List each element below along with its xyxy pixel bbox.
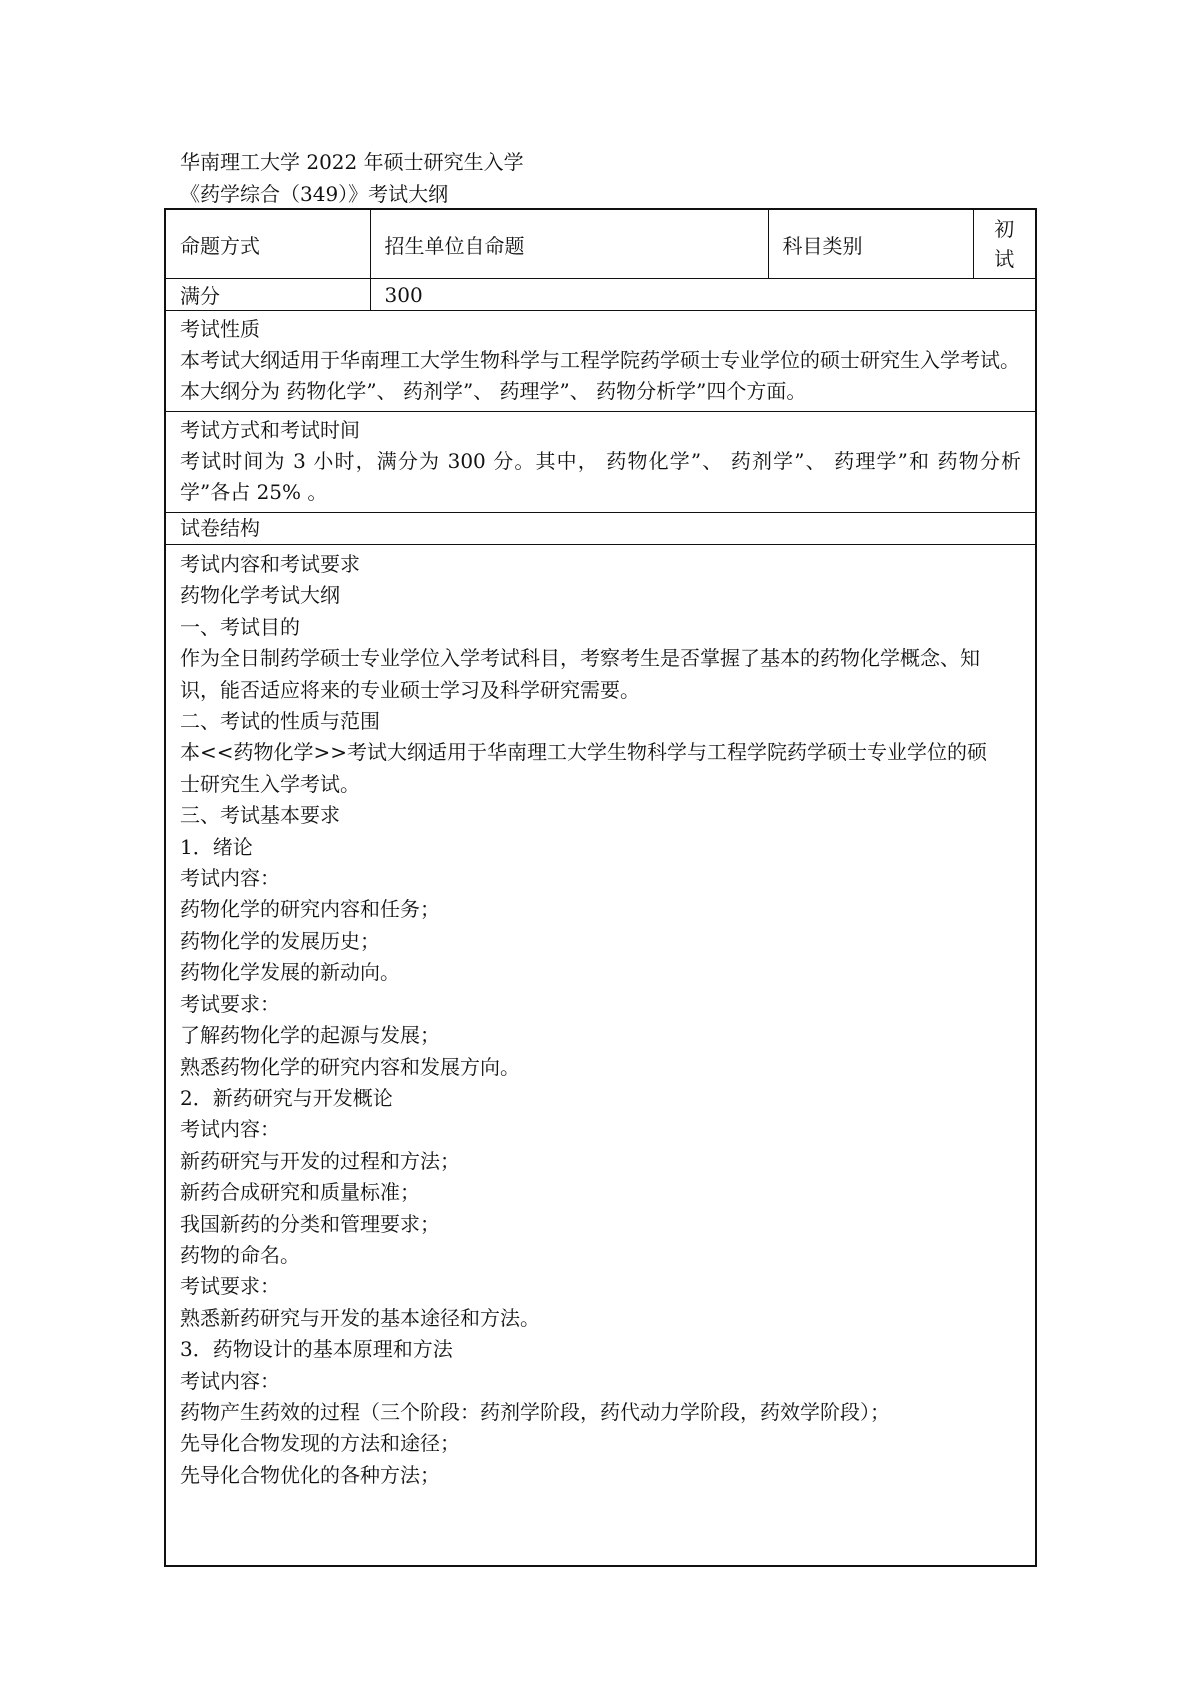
- exam-nature-row: [165, 311, 1036, 412]
- method-label-cell: 命题方式: [165, 209, 370, 279]
- content-line: 三、考试基本要求: [180, 803, 340, 828]
- content-line: 我国新药的分类和管理要求；: [180, 1211, 440, 1236]
- content-line: 考试内容和考试要求: [180, 552, 360, 576]
- content-line: 药物的命名。: [180, 1242, 300, 1267]
- content-line: 药物化学的研究内容和任务；: [180, 897, 440, 922]
- content-line: 药物化学发展的新动向。: [180, 960, 400, 985]
- content-line: 新药研究与开发的过程和方法；: [180, 1148, 460, 1173]
- exam-nature-title: 考试性质: [180, 317, 260, 341]
- page-title-line-2: 《药学综合（349）》考试大纲: [180, 182, 449, 206]
- content-line: 考试要求：: [180, 991, 280, 1016]
- exam-nature-paragraph-2: 本大纲分为 药物化学”、 药剂学”、 药理学”、 药物分析学”四个方面。: [180, 379, 807, 403]
- page-title-line-1: 华南理工大学 2022 年硕士研究生入学: [180, 150, 524, 174]
- content-line: 先导化合物优化的各种方法；: [180, 1462, 440, 1487]
- content-line: 先导化合物发现的方法和途径；: [180, 1431, 460, 1456]
- syllabus-table: [164, 208, 1037, 1567]
- content-line: 熟悉药物化学的研究内容和发展方向。: [180, 1054, 520, 1079]
- exam-content-row: [165, 545, 1036, 1567]
- content-line: 一、考试目的: [180, 614, 300, 639]
- category-value-char-1: 初: [994, 217, 1015, 241]
- page-heading: [180, 146, 524, 210]
- category-value-cell: [973, 209, 1036, 279]
- content-line: 药物化学考试大纲: [180, 583, 340, 608]
- full-score-row: [165, 279, 1036, 311]
- content-line: 2．新药研究与开发概论: [180, 1085, 393, 1110]
- content-line: 考试内容：: [180, 1368, 280, 1393]
- content-line: 1．绪论: [180, 834, 253, 859]
- content-line: 作为全日制药学硕士专业学位入学考试科目，考察考生是否掌握了基本的药物化学概念、知: [180, 646, 980, 671]
- exam-method-time-cell: [165, 412, 1036, 513]
- content-line: 药物化学的发展历史；: [180, 928, 380, 953]
- content-line: 二、考试的性质与范围: [180, 709, 380, 734]
- category-label-cell: 科目类别: [768, 209, 973, 279]
- score-value-cell: 300: [370, 279, 1036, 311]
- content-line: 识，能否适应将来的专业硕士学习及科学研究需要。: [180, 677, 640, 702]
- content-line: 了解药物化学的起源与发展；: [180, 1023, 440, 1048]
- exam-method-time-title: 考试方式和考试时间: [180, 418, 360, 442]
- exam-content-cell: [165, 545, 1036, 1567]
- exam-method-row: [165, 209, 1036, 279]
- exam-method-time-row: [165, 412, 1036, 513]
- content-line: 士研究生入学考试。: [180, 771, 360, 796]
- exam-nature-paragraph-1: 本考试大纲适用于华南理工大学生物科学与工程学院药学硕士专业学位的硕士研究生入学考试。: [180, 348, 1020, 372]
- score-label-cell: 满分: [165, 279, 370, 311]
- method-value-cell: 招生单位自命题: [370, 209, 768, 279]
- content-line: 新药合成研究和质量标准；: [180, 1180, 420, 1205]
- category-value-char-2: 试: [994, 247, 1015, 271]
- paper-structure-cell: 试卷结构: [165, 513, 1036, 545]
- content-line: 本<<药物化学>>考试大纲适用于华南理工大学生物科学与工程学院药学硕士专业学位的硕: [180, 740, 988, 765]
- content-line: 药物产生药效的过程（三个阶段：药剂学阶段，药代动力学阶段，药效学阶段）；: [180, 1399, 890, 1424]
- content-line: 考试要求：: [180, 1274, 280, 1299]
- content-line: 考试内容：: [180, 1117, 280, 1142]
- exam-nature-cell: [165, 311, 1036, 412]
- content-line: 熟悉新药研究与开发的基本途径和方法。: [180, 1305, 540, 1330]
- content-line: 考试内容：: [180, 866, 280, 891]
- content-line: 3．药物设计的基本原理和方法: [180, 1337, 453, 1362]
- paper-structure-row: [165, 513, 1036, 545]
- exam-method-time-paragraph: 考试时间为 3 小时，满分为 300 分。其中， 药物化学”、 药剂学”、 药理学”和 药物分析学”各占 25% 。: [180, 449, 1021, 504]
